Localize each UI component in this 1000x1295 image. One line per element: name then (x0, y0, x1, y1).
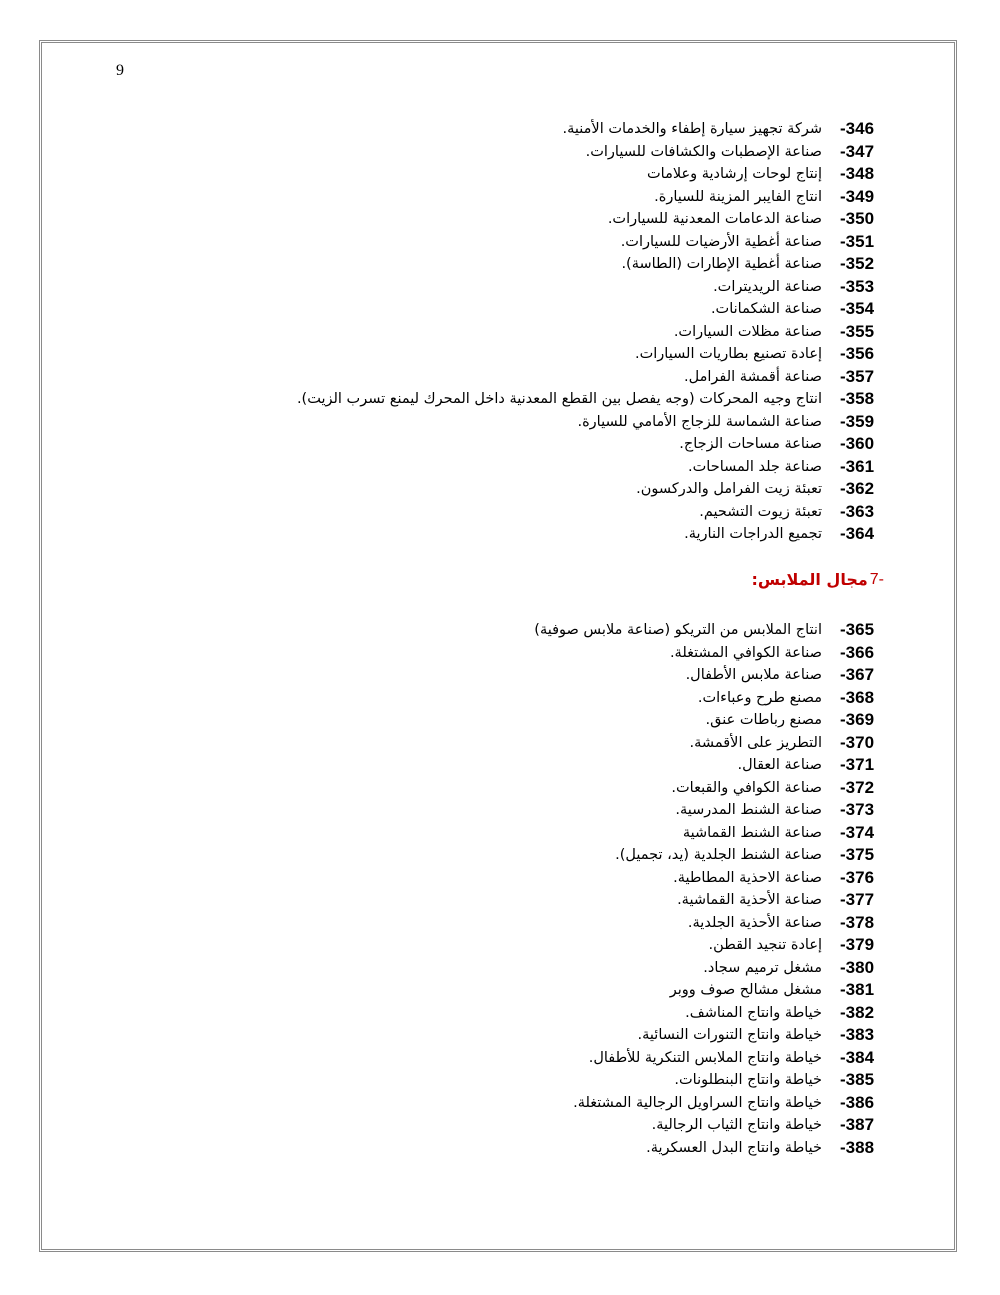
item-number: -351 (840, 231, 875, 251)
list-item (184, 957, 884, 980)
item-text: صناعة جلد المساحات. (688, 458, 822, 475)
list-item (184, 298, 884, 321)
list-item (184, 754, 884, 777)
item-text: مشغل ترميم سجاد. (703, 959, 822, 976)
section-heading-title: مجال الملابس: (751, 570, 868, 589)
item-number: -368 (840, 687, 875, 707)
item-number: -388 (840, 1137, 875, 1157)
list-item (184, 208, 884, 231)
item-text: خياطة وانتاج البنطلونات. (674, 1072, 822, 1089)
item-number: -381 (840, 980, 875, 1000)
item-text: تعبئة زيوت التشحيم. (699, 503, 822, 520)
item-text: خياطة وانتاج البدل العسكرية. (646, 1139, 822, 1156)
item-number: -349 (840, 186, 875, 206)
list-item (184, 642, 884, 665)
item-text: خياطة وانتاج الثياب الرجالية. (651, 1117, 822, 1134)
item-text: صناعة الأحذية الجلدية. (687, 914, 822, 931)
list-item (184, 1047, 884, 1070)
list-item (184, 664, 884, 687)
item-number: -370 (840, 732, 875, 752)
list-item (184, 388, 884, 411)
list-item (184, 1137, 884, 1160)
item-number: -367 (840, 665, 875, 685)
item-text: صناعة الشنط القماشية (682, 824, 822, 841)
list-item (184, 231, 884, 254)
item-number: -347 (840, 141, 875, 161)
item-number: -378 (840, 912, 875, 932)
item-text: خياطة وانتاج الملابس التنكرية للأطفال. (588, 1049, 822, 1066)
item-text: صناعة الشماسة للزجاج الأمامي للسيارة. (577, 413, 822, 430)
item-text: إعادة تصنيع بطاريات السيارات. (635, 346, 822, 363)
list-item (184, 799, 884, 822)
item-number: -371 (840, 755, 875, 775)
list-item (184, 321, 884, 344)
list-item (184, 934, 884, 957)
item-text: مشغل مشالح صوف ووبر (669, 982, 822, 999)
item-text: صناعة الشنط المدرسية. (675, 802, 822, 819)
list-item (184, 1114, 884, 1137)
item-text: خياطة وانتاج التنورات النسائية. (637, 1027, 822, 1044)
section-heading-number: 7- (869, 570, 884, 588)
list-item (184, 732, 884, 755)
item-number: -386 (840, 1092, 875, 1112)
item-number: -350 (840, 209, 875, 229)
item-number: -387 (840, 1115, 875, 1135)
item-number: -372 (840, 777, 875, 797)
item-text: مصنع طرح وعباءات. (697, 689, 822, 706)
item-number: -362 (840, 479, 875, 499)
item-text: انتاج وجيه المحركات (وجه يفصل بين القطع المعدنية داخل المحرك ليمنع تسرب الزيت). (296, 391, 822, 408)
item-number: -363 (840, 501, 875, 521)
list-item (184, 141, 884, 164)
item-text: خياطة وانتاج المناشف. (685, 1004, 822, 1021)
list-item (184, 822, 884, 845)
item-text: مصنع رباطات عنق. (705, 712, 822, 729)
list-item (184, 366, 884, 389)
item-text: انتاج الفايبر المزينة للسيارة. (654, 188, 822, 205)
list-item (184, 456, 884, 479)
item-text: صناعة الاحذية المطاطية. (673, 869, 822, 886)
item-number: -369 (840, 710, 875, 730)
item-text: إعادة تنجيد القطن. (708, 937, 822, 954)
item-number: -379 (840, 935, 875, 955)
item-number: -360 (840, 434, 875, 454)
item-text: صناعة الدعامات المعدنية للسيارات. (607, 211, 822, 228)
item-text: صناعة أغطية الأرضيات للسيارات. (620, 233, 822, 250)
item-number: -353 (840, 276, 875, 296)
item-text: صناعة العقال. (737, 757, 822, 774)
list-item (184, 343, 884, 366)
item-number: -385 (840, 1070, 875, 1090)
item-number: -384 (840, 1047, 875, 1067)
item-text: صناعة مظلات السيارات. (673, 323, 822, 340)
item-number: -377 (840, 890, 875, 910)
list-item (184, 777, 884, 800)
item-number: -357 (840, 366, 875, 386)
list-item (184, 979, 884, 1002)
item-text: صناعة الإصطبات والكشافات للسيارات. (585, 143, 822, 160)
item-text: صناعة الشنط الجلدية (يد، تجميل). (615, 847, 822, 864)
item-number: -352 (840, 254, 875, 274)
item-number: -376 (840, 867, 875, 887)
item-text: صناعة ملابس الأطفال. (685, 667, 822, 684)
item-number: -382 (840, 1002, 875, 1022)
list-item (184, 867, 884, 890)
item-text: صناعة أقمشة الفرامل. (684, 368, 822, 385)
list-item (184, 1069, 884, 1092)
list-item (184, 844, 884, 867)
item-text: صناعة الكوافي المشتغلة. (669, 644, 822, 661)
item-text: صناعة الأحذية القماشية. (677, 892, 822, 909)
list-item (184, 1024, 884, 1047)
section-heading-clothing (751, 570, 884, 589)
list-item (184, 433, 884, 456)
list-item (184, 523, 884, 546)
list-item (184, 118, 884, 141)
list-item (184, 912, 884, 935)
item-number: -356 (840, 344, 875, 364)
item-number: -380 (840, 957, 875, 977)
list-item (184, 619, 884, 642)
item-text: خياطة وانتاج السراويل الرجالية المشتغلة. (573, 1094, 822, 1111)
item-text: إنتاج لوحات إرشادية وعلامات (647, 166, 822, 183)
item-number: -348 (840, 164, 875, 184)
clothing-industries-list (184, 619, 884, 1159)
list-item (184, 1092, 884, 1115)
item-number: -364 (840, 524, 875, 544)
list-item (184, 276, 884, 299)
item-number: -383 (840, 1025, 875, 1045)
item-number: -359 (840, 411, 875, 431)
automotive-industries-list (184, 118, 884, 546)
item-number: -355 (840, 321, 875, 341)
item-number: -358 (840, 389, 875, 409)
item-number: -346 (840, 119, 875, 139)
item-text: صناعة الكوافي والقبعات. (671, 779, 822, 796)
item-text: تعبئة زيت الفرامل والدركسون. (636, 481, 822, 498)
list-item (184, 186, 884, 209)
page-number: 9 (116, 62, 124, 79)
item-text: صناعة أغطية الإطارات (الطاسة). (621, 256, 822, 273)
item-number: -373 (840, 800, 875, 820)
list-item (184, 163, 884, 186)
item-text: صناعة مساحات الزجاج. (679, 436, 822, 453)
item-number: -374 (840, 822, 875, 842)
item-number: -354 (840, 299, 875, 319)
list-item (184, 501, 884, 524)
list-item (184, 478, 884, 501)
list-item (184, 687, 884, 710)
list-item (184, 411, 884, 434)
item-number: -365 (840, 620, 875, 640)
item-number: -375 (840, 845, 875, 865)
list-item (184, 1002, 884, 1025)
list-item (184, 253, 884, 276)
list-item (184, 889, 884, 912)
item-text: تجميع الدراجات النارية. (684, 526, 822, 543)
item-text: صناعة الريديترات. (713, 278, 822, 295)
item-text: انتاج الملابس من التريكو (صناعة ملابس صوفية) (534, 622, 822, 639)
item-text: شركة تجهيز سيارة إطفاء والخدمات الأمنية. (562, 121, 822, 138)
item-text: صناعة الشكمانات. (710, 301, 822, 318)
item-text: التطريز على الأقمشة. (689, 734, 822, 751)
item-number: -361 (840, 456, 875, 476)
list-item (184, 709, 884, 732)
item-number: -366 (840, 642, 875, 662)
